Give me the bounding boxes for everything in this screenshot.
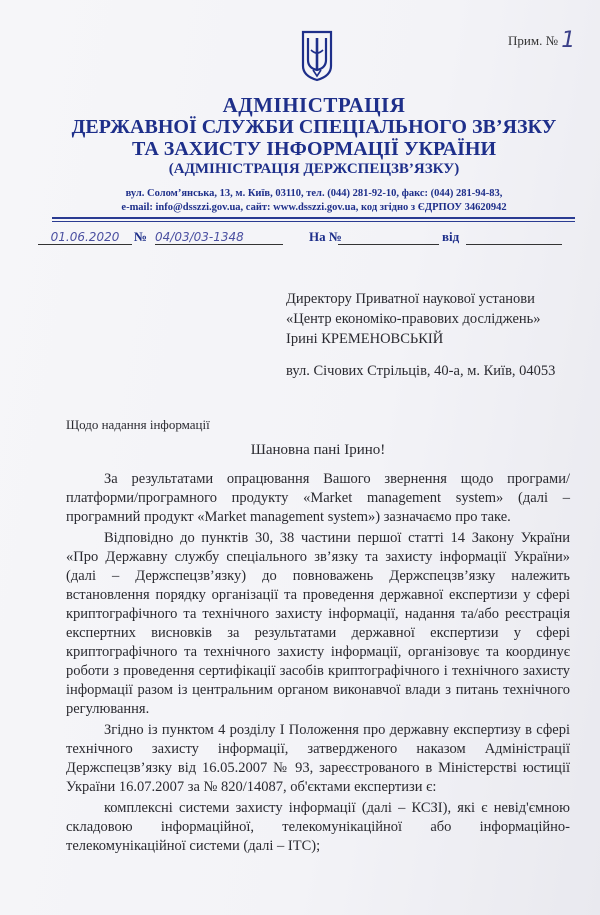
registration-number: 04/03/03-1348 (155, 230, 283, 245)
header-divider-thin (52, 221, 575, 222)
contact-address: вул. Солом’янська, 13, м. Київ, 03110, тел. (044) 281-92-10, факс: (044) 281-94-83, (125, 188, 503, 199)
body-paragraph: Згідно із пунктом 4 розділу І Положення про державну експертизу в сфері технічного захисту інформації, затвердженого наказом Адміністрації Держспецзв’язку від 16.05.2007 № 93, зареєстрованого в Міністерстві юстиції України 16.07.2007 за № 820/14087, об'єктами експертизи є: (66, 722, 570, 795)
letter-subject: Щодо надання інформації (66, 417, 210, 432)
recipient-block (286, 289, 541, 349)
recipient-address: вул. Січових Стрільців, 40-а, м. Київ, 04053 (286, 363, 556, 379)
recipient-position: Директору Приватної наукової установи (286, 291, 535, 307)
body-paragraph: комплексні системи захисту інформації (далі – КСЗІ), які є невід'ємною складовою інформаційної, телекомунікаційної або інформаційно-телекомунікаційної системи (далі – ІТС); (66, 800, 570, 854)
org-name-line3: ТА ЗАХИСТУ ІНФОРМАЦІЇ УКРАЇНИ (131, 138, 497, 160)
salutation: Шановна пані Ірино! (250, 442, 386, 458)
body-paragraph: Відповідно до пунктів 30, 38 частини першої статті 14 Закону України «Про Державну службу спеціального зв’язку та захисту інформації України» (далі – Держспецзв’язку) до повноважень Держспецзв’язку належить встановлення порядку організації та проведення державної експертизи у сфері криптографічного та технічного захисту інформації, надання та/або реєстрація експертних висновків за результатами державної експертизи у сфері криптографічного та технічного захисту інформації, організовує та координує роботи з проведення сертифікації засобів криптографічного і технічного захисту інформації разом із центральним органом виконавчої влади з питань технічного регулювання. (66, 530, 570, 717)
header-divider-thick (52, 217, 575, 219)
registration-number-label: № (134, 229, 148, 244)
org-name-line2: ДЕРЖАВНОЇ СЛУЖБИ СПЕЦІАЛЬНОГО ЗВ’ЯЗКУ (71, 116, 557, 138)
attachment-label: Прим. № (508, 33, 558, 48)
reply-to-label: На № (309, 229, 342, 244)
registration-line (38, 229, 578, 249)
contact-web: e-mail: info@dsszzi.gov.ua, сайт: www.dsszzi.gov.ua, код згідно з ЄДРПОУ 34620942 (121, 202, 507, 213)
org-name-line1: АДМІНІСТРАЦІЯ (222, 93, 406, 117)
recipient-organization: «Центр економіко-правових досліджень» (286, 311, 541, 327)
trident-emblem-icon (299, 30, 335, 82)
recipient-name: Ірині КРЕМЕНОВСЬКІЙ (286, 331, 444, 347)
reply-to-blank (338, 244, 439, 245)
letter-body (66, 470, 570, 858)
org-short-name: (АДМІНІСТРАЦІЯ ДЕРЖСПЕЦЗВ’ЯЗКУ) (168, 161, 460, 177)
reply-date-label: від (442, 229, 460, 244)
attachment-mark (508, 26, 575, 51)
attachment-number: 1 (561, 28, 576, 53)
registration-date: 01.06.2020 (38, 230, 132, 245)
body-paragraph: За результатами опрацювання Вашого звернення щодо програми/платформи/програмного продукту «Market management system» (далі – програмний продукт «Market management system») зазначаємо про таке. (66, 471, 570, 525)
reply-date-blank (466, 244, 562, 245)
